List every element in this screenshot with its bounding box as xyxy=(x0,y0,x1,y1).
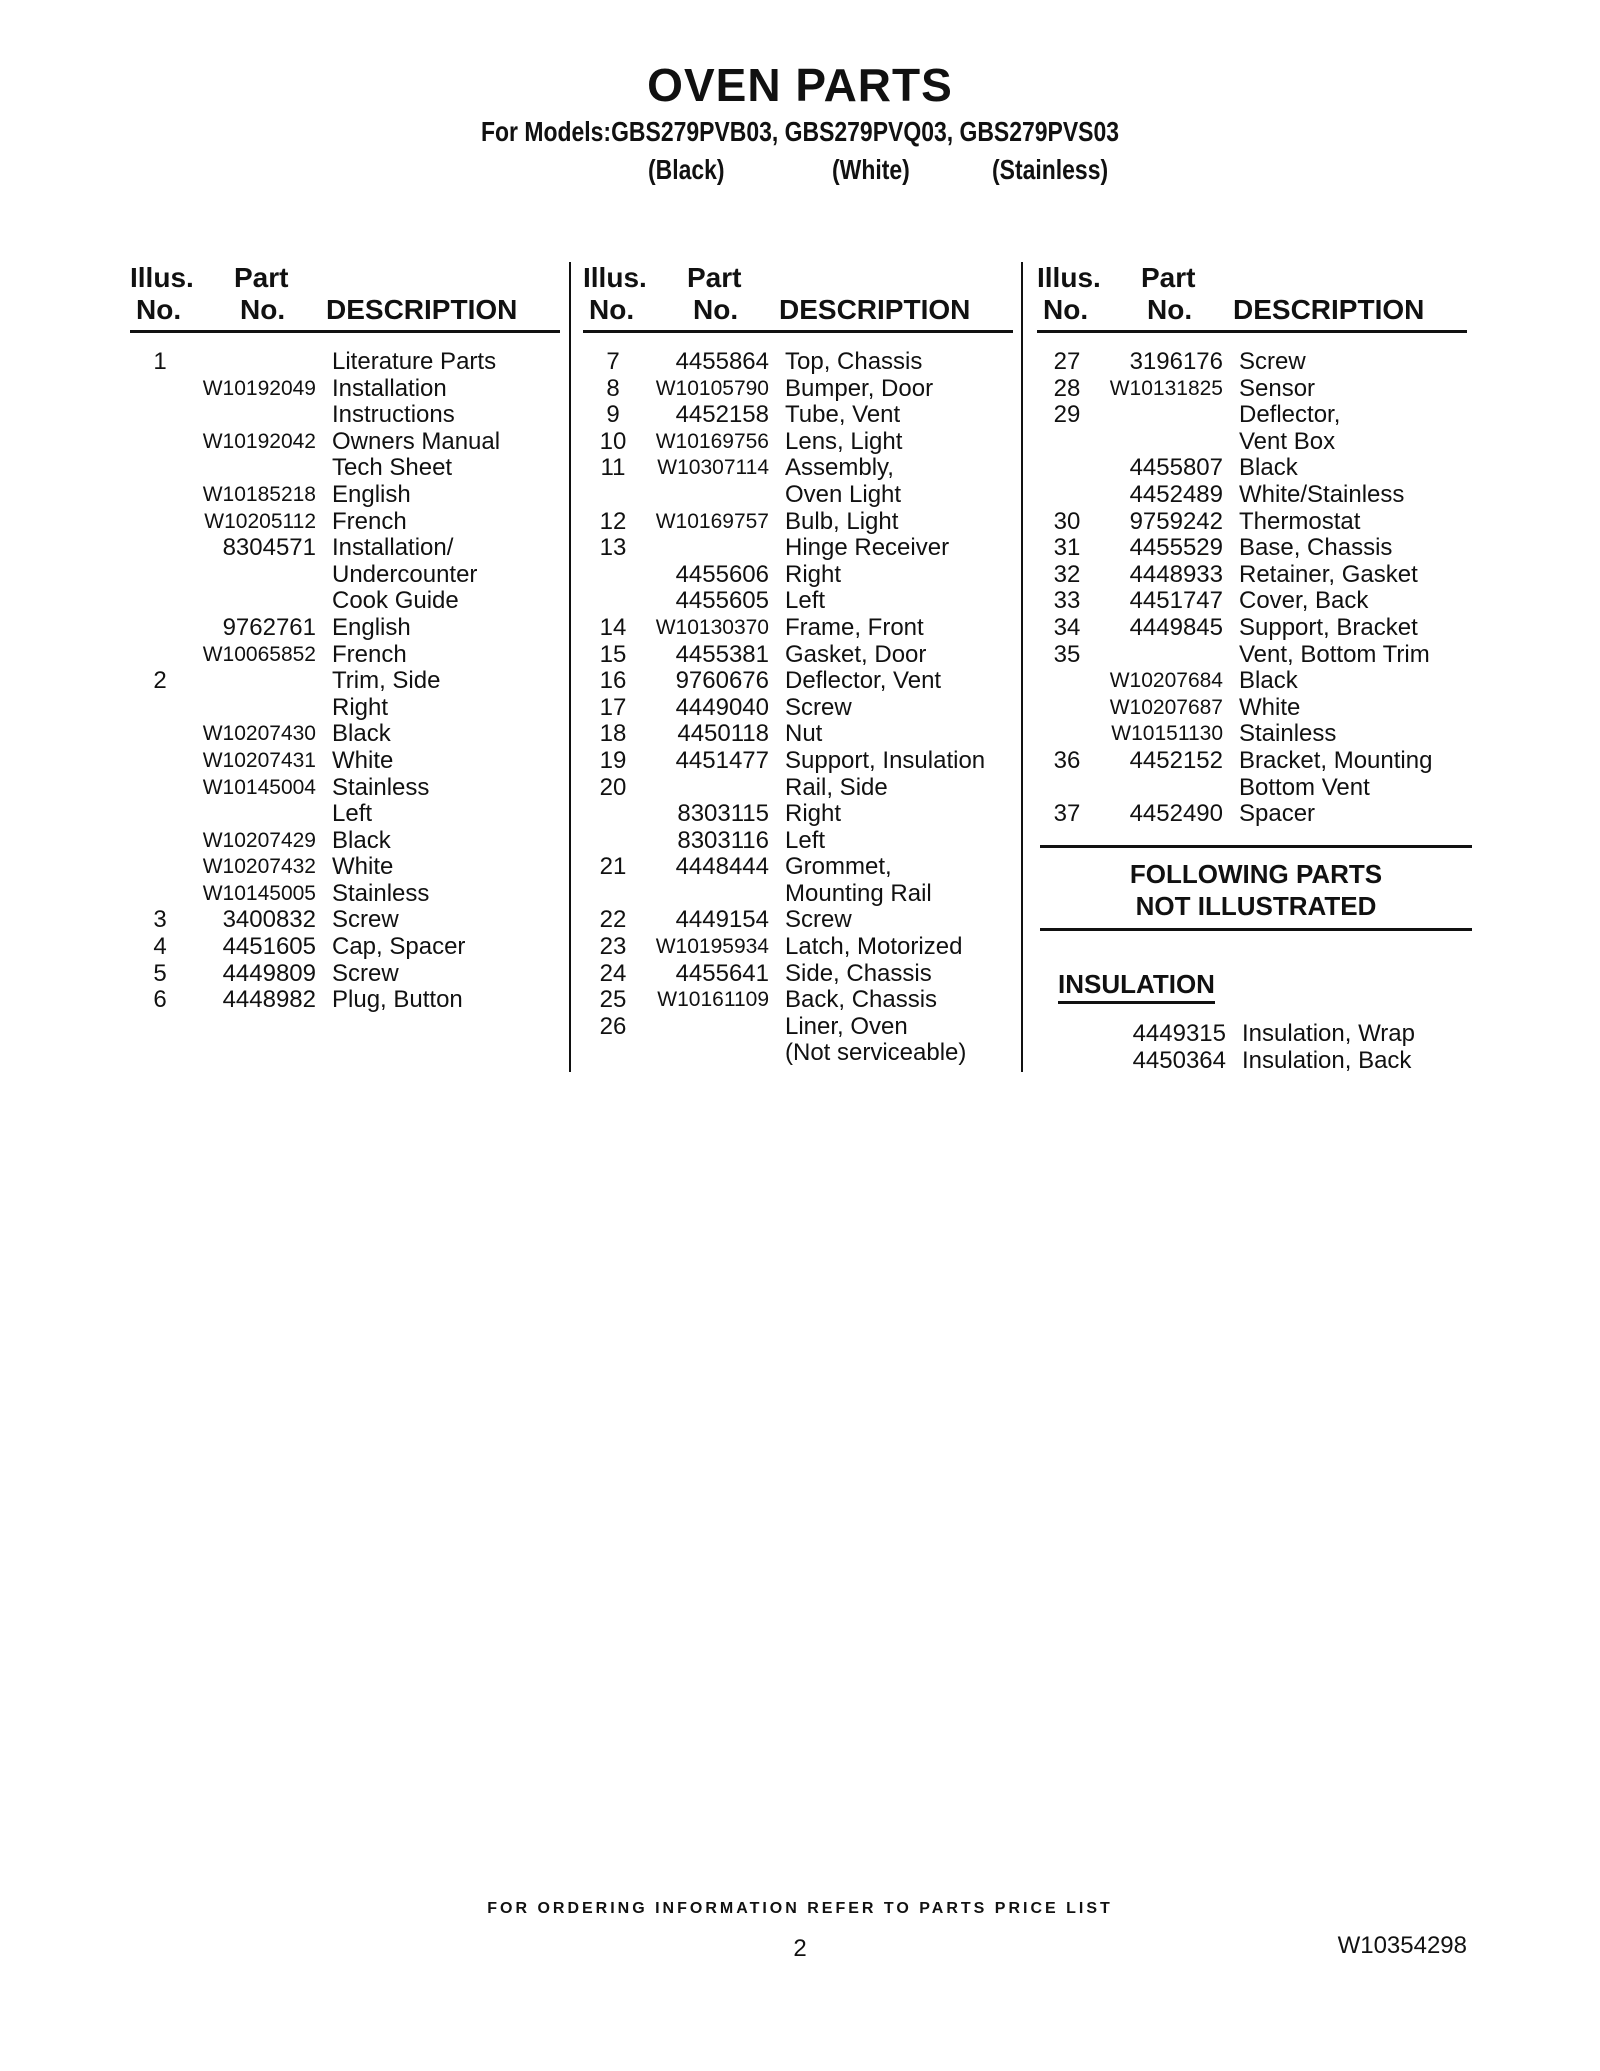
part-description: Support, Bracket xyxy=(1239,613,1418,641)
part-row xyxy=(130,615,560,642)
part-description: White xyxy=(1239,693,1301,721)
part-row xyxy=(130,721,560,748)
part-number: W10151130 xyxy=(1111,722,1223,746)
illus-number: 21 xyxy=(599,853,627,881)
part-row xyxy=(1037,402,1467,429)
part-description: English xyxy=(332,480,411,508)
illus-number: 28 xyxy=(1053,374,1081,402)
part-description: (Not serviceable) xyxy=(785,1039,967,1067)
part-number: W10169756 xyxy=(655,429,769,453)
part-description: French xyxy=(332,640,407,668)
part-description: Left xyxy=(785,587,826,615)
part-description: Undercounter xyxy=(332,560,478,588)
part-row xyxy=(583,482,1013,509)
part-description: Vent, Bottom Trim xyxy=(1239,640,1430,668)
part-row xyxy=(1037,775,1467,802)
part-row xyxy=(1040,1021,1470,1048)
part-row xyxy=(130,455,560,482)
part-number: 4448933 xyxy=(1129,560,1223,588)
part-row xyxy=(130,828,560,855)
part-row xyxy=(583,615,1013,642)
part-description: Lens, Light xyxy=(785,427,903,455)
part-row xyxy=(130,562,560,589)
part-description: Thermostat xyxy=(1239,507,1361,535)
part-row xyxy=(130,987,560,1014)
column-divider xyxy=(1021,262,1023,1072)
part-number: 4452152 xyxy=(1129,746,1223,774)
page-number: 2 xyxy=(793,1935,807,1962)
part-number: 8303115 xyxy=(677,800,769,828)
illus-number: 7 xyxy=(606,348,620,375)
part-number: W10207430 xyxy=(202,722,316,746)
part-description: Left xyxy=(332,800,373,828)
part-row xyxy=(583,588,1013,615)
illus-number: 20 xyxy=(599,773,627,801)
part-description: Back, Chassis xyxy=(785,986,938,1014)
part-description: Retainer, Gasket xyxy=(1239,560,1418,588)
color-white-label: (White) xyxy=(832,154,910,185)
part-row xyxy=(1037,455,1467,482)
part-row xyxy=(1037,429,1467,456)
part-row xyxy=(583,907,1013,934)
part-row xyxy=(583,961,1013,988)
header-illus-no: No. xyxy=(589,294,635,325)
part-description: Top, Chassis xyxy=(785,348,923,375)
part-number: W10192042 xyxy=(202,429,316,453)
part-number: 4449154 xyxy=(675,906,769,934)
part-description: Bumper, Door xyxy=(785,374,934,402)
illus-number: 4 xyxy=(153,933,167,961)
part-number: 4449809 xyxy=(222,959,316,987)
parts-column-3 xyxy=(1037,262,1467,828)
part-row xyxy=(583,934,1013,961)
part-description: Stainless xyxy=(332,879,430,907)
part-row xyxy=(130,748,560,775)
part-row xyxy=(130,668,560,695)
part-description: Hinge Receiver xyxy=(785,534,950,562)
part-description: Bracket, Mounting xyxy=(1239,746,1433,774)
part-number: 4450118 xyxy=(677,720,769,748)
part-description: Stainless xyxy=(332,773,430,801)
illus-number: 36 xyxy=(1053,746,1081,774)
part-row xyxy=(130,642,560,669)
header-illus: Illus. xyxy=(130,262,194,293)
part-row xyxy=(130,535,560,562)
not-illustrated-box xyxy=(1040,845,1472,931)
part-number: W10207429 xyxy=(202,828,316,852)
illus-number: 8 xyxy=(606,374,620,402)
part-number: W10145004 xyxy=(202,775,316,799)
part-description: Literature Parts xyxy=(332,348,497,375)
illus-number: 29 xyxy=(1053,401,1081,429)
part-description: Stainless xyxy=(1239,720,1337,748)
part-number: 4455606 xyxy=(675,560,769,588)
part-number: 4452158 xyxy=(675,401,769,429)
part-description: Screw xyxy=(332,906,399,934)
part-number: 4448982 xyxy=(222,986,316,1014)
part-number: 4451605 xyxy=(222,933,316,961)
illus-number: 31 xyxy=(1053,534,1081,562)
part-row xyxy=(130,961,560,988)
part-description: Support, Insulation xyxy=(785,746,986,774)
not-illustrated-line-1: FOLLOWING PARTS xyxy=(1129,859,1383,889)
part-number: 4455529 xyxy=(1129,534,1223,562)
illus-number: 18 xyxy=(599,720,627,748)
part-row xyxy=(130,349,560,376)
page-title: OVEN PARTS xyxy=(647,59,953,111)
part-number: 4449315 xyxy=(1132,1020,1226,1047)
header-illus-no: No. xyxy=(1043,294,1089,325)
part-description: Black xyxy=(1239,454,1298,482)
illus-number: 22 xyxy=(599,906,627,934)
header-part-no: No. xyxy=(1147,294,1193,325)
part-row xyxy=(1037,535,1467,562)
part-row xyxy=(1037,482,1467,509)
part-row xyxy=(583,509,1013,536)
part-number: 4455605 xyxy=(675,587,769,615)
parts-list xyxy=(1037,349,1467,828)
header-illus-no: No. xyxy=(136,294,182,325)
part-row xyxy=(1037,801,1467,828)
illus-number: 33 xyxy=(1053,587,1081,615)
part-description: Vent Box xyxy=(1239,427,1336,455)
part-description: Bottom Vent xyxy=(1239,773,1370,801)
color-black-label: (Black) xyxy=(648,154,725,185)
part-description: Base, Chassis xyxy=(1239,534,1393,562)
part-description: Rail, Side xyxy=(785,773,888,801)
part-row xyxy=(583,1040,1013,1067)
column-header xyxy=(130,262,560,333)
part-description: Gasket, Door xyxy=(785,640,927,668)
part-row xyxy=(583,668,1013,695)
part-description: Screw xyxy=(785,906,852,934)
illus-number: 24 xyxy=(599,959,627,987)
part-description: White/Stainless xyxy=(1239,480,1405,508)
part-description: Assembly, xyxy=(785,454,894,482)
part-number: W10131825 xyxy=(1109,376,1223,400)
part-number: 4451747 xyxy=(1129,587,1223,615)
column-header xyxy=(583,262,1013,333)
part-description: Nut xyxy=(785,720,823,748)
part-number: 3196176 xyxy=(1129,348,1223,375)
part-description: Oven Light xyxy=(785,480,902,508)
part-description: White xyxy=(332,746,394,774)
part-row xyxy=(130,695,560,722)
part-description: French xyxy=(332,507,407,535)
part-row xyxy=(130,907,560,934)
color-stainless-label: (Stainless) xyxy=(992,154,1109,185)
illus-number: 30 xyxy=(1053,507,1081,535)
part-description: Spacer xyxy=(1239,800,1316,828)
part-row xyxy=(583,402,1013,429)
part-row xyxy=(583,801,1013,828)
part-number: 4455641 xyxy=(675,959,769,987)
part-row xyxy=(130,801,560,828)
part-number: 4451477 xyxy=(675,746,769,774)
part-row xyxy=(583,562,1013,589)
not-illustrated-line-2: NOT ILLUSTRATED xyxy=(1135,891,1377,921)
part-number: 9762761 xyxy=(222,613,316,641)
part-row xyxy=(1037,615,1467,642)
part-row xyxy=(583,455,1013,482)
part-row xyxy=(130,588,560,615)
illus-number: 23 xyxy=(599,933,627,961)
illus-number: 9 xyxy=(606,401,620,429)
part-row xyxy=(583,881,1013,908)
part-number: 4455864 xyxy=(675,348,769,375)
part-row xyxy=(1037,588,1467,615)
part-description: Deflector, Vent xyxy=(785,667,942,695)
part-row xyxy=(1037,509,1467,536)
illus-number: 12 xyxy=(599,507,627,535)
part-description: Left xyxy=(785,826,826,854)
part-row xyxy=(130,775,560,802)
column-divider xyxy=(569,262,571,1072)
illus-number: 34 xyxy=(1053,613,1081,641)
part-number: 4449040 xyxy=(675,693,769,721)
part-description: Tech Sheet xyxy=(332,454,453,482)
part-number: W10185218 xyxy=(202,482,316,506)
part-description: Mounting Rail xyxy=(785,879,932,907)
illus-number: 14 xyxy=(599,613,627,641)
part-number: W10195934 xyxy=(655,935,769,959)
part-number: 9759242 xyxy=(1129,507,1223,535)
part-number: W10307114 xyxy=(657,456,769,480)
illus-number: 11 xyxy=(600,454,626,482)
illus-number: 13 xyxy=(599,534,627,562)
header-description: DESCRIPTION xyxy=(326,294,518,325)
illus-number: 16 xyxy=(599,667,627,695)
part-row xyxy=(1037,642,1467,669)
illus-number: 25 xyxy=(599,986,627,1014)
part-description: Owners Manual xyxy=(332,427,501,455)
column-header xyxy=(1037,262,1467,333)
illus-number: 2 xyxy=(153,667,167,695)
part-number: W10207432 xyxy=(202,855,316,879)
part-description: Grommet, xyxy=(785,853,892,881)
insulation-heading: INSULATION xyxy=(1058,971,1215,1004)
part-description: Side, Chassis xyxy=(785,959,932,987)
part-number: 3400832 xyxy=(222,906,316,934)
part-description: Screw xyxy=(332,959,399,987)
part-row xyxy=(1037,668,1467,695)
part-number: 4452489 xyxy=(1129,480,1223,508)
part-description: Liner, Oven xyxy=(785,1012,908,1040)
part-description: Black xyxy=(332,826,391,854)
part-description: Tube, Vent xyxy=(785,401,901,429)
part-row xyxy=(130,482,560,509)
part-number: 8304571 xyxy=(222,534,316,562)
document-number: W10354298 xyxy=(1337,1932,1467,1959)
parts-column-2 xyxy=(583,262,1013,1067)
part-number: 8303116 xyxy=(677,826,769,854)
ordering-note: FOR ORDERING INFORMATION REFER TO PARTS PRICE LIST xyxy=(487,1900,1113,1917)
part-row xyxy=(1040,1048,1470,1075)
part-row xyxy=(583,376,1013,403)
header-part: Part xyxy=(1141,262,1196,293)
part-description: Right xyxy=(332,693,389,721)
part-number: W10192049 xyxy=(202,376,316,400)
part-description: Insulation, Back xyxy=(1242,1046,1412,1074)
illus-number: 32 xyxy=(1053,560,1081,588)
part-number: W10145005 xyxy=(202,881,316,905)
part-description: Cook Guide xyxy=(332,587,459,615)
models-subtitle: For Models:GBS279PVB03, GBS279PVQ03, GBS279PVS03 xyxy=(480,116,1120,147)
header-description: DESCRIPTION xyxy=(1233,294,1425,325)
header-description: DESCRIPTION xyxy=(779,294,971,325)
part-description: Black xyxy=(1239,667,1298,695)
header-part: Part xyxy=(687,262,742,293)
illus-number: 26 xyxy=(599,1012,627,1040)
parts-column-1 xyxy=(130,262,560,1014)
part-row xyxy=(583,1014,1013,1041)
part-row xyxy=(583,775,1013,802)
illus-number: 27 xyxy=(1053,348,1081,375)
part-row xyxy=(130,402,560,429)
part-description: Frame, Front xyxy=(785,613,924,641)
part-row xyxy=(1037,349,1467,376)
part-number: 4455807 xyxy=(1129,454,1223,482)
part-description: Deflector, xyxy=(1239,401,1341,429)
part-row xyxy=(583,854,1013,881)
part-description: Screw xyxy=(785,693,852,721)
header-part-no: No. xyxy=(240,294,286,325)
part-number: W10065852 xyxy=(202,642,316,666)
part-row xyxy=(1037,376,1467,403)
part-number: W10205112 xyxy=(204,509,316,533)
part-description: Cap, Spacer xyxy=(332,933,466,961)
part-row xyxy=(1037,695,1467,722)
part-row xyxy=(1037,562,1467,589)
part-number: 4452490 xyxy=(1129,800,1223,828)
parts-list xyxy=(583,349,1013,1067)
part-row xyxy=(1037,748,1467,775)
part-number: W10169757 xyxy=(655,509,769,533)
header-illus: Illus. xyxy=(1037,262,1101,293)
part-row xyxy=(583,535,1013,562)
part-description: Bulb, Light xyxy=(785,507,899,535)
part-description: Instructions xyxy=(332,401,455,429)
part-row xyxy=(583,349,1013,376)
parts-list xyxy=(130,349,560,1014)
part-number: W10207687 xyxy=(1109,695,1223,719)
illus-number: 10 xyxy=(599,427,627,455)
part-row xyxy=(583,828,1013,855)
part-description: Trim, Side xyxy=(332,667,441,695)
part-row xyxy=(583,429,1013,456)
part-number: 4449845 xyxy=(1129,613,1223,641)
part-row xyxy=(583,748,1013,775)
part-number: W10161109 xyxy=(657,988,769,1012)
part-description: Right xyxy=(785,800,842,828)
header-part: Part xyxy=(234,262,289,293)
illus-number: 35 xyxy=(1053,640,1081,668)
part-row xyxy=(130,881,560,908)
header-illus: Illus. xyxy=(583,262,647,293)
part-row xyxy=(130,934,560,961)
part-description: Insulation, Wrap xyxy=(1242,1020,1415,1047)
part-row xyxy=(130,376,560,403)
part-number: 9760676 xyxy=(675,667,769,695)
part-number: 4448444 xyxy=(675,853,769,881)
part-description: English xyxy=(332,613,411,641)
part-number: 4455381 xyxy=(675,640,769,668)
part-row xyxy=(130,854,560,881)
part-description: Latch, Motorized xyxy=(785,933,963,961)
part-description: Sensor xyxy=(1239,374,1316,402)
illus-number: 15 xyxy=(599,640,627,668)
part-row xyxy=(583,695,1013,722)
part-description: Installation xyxy=(332,374,447,402)
part-number: W10105790 xyxy=(655,376,769,400)
part-row xyxy=(130,429,560,456)
part-number: 4450364 xyxy=(1132,1046,1226,1074)
part-description: Cover, Back xyxy=(1239,587,1369,615)
part-description: White xyxy=(332,853,394,881)
part-row xyxy=(583,987,1013,1014)
part-number: W10130370 xyxy=(655,615,769,639)
illus-number: 5 xyxy=(153,959,167,987)
illus-number: 37 xyxy=(1053,800,1081,828)
illus-number: 3 xyxy=(153,906,167,934)
part-row xyxy=(583,721,1013,748)
part-description: Installation/ xyxy=(332,534,454,562)
part-description: Plug, Button xyxy=(332,986,463,1014)
model-colors xyxy=(0,156,1600,188)
illus-number: 6 xyxy=(153,986,167,1014)
insulation-list xyxy=(1040,1021,1470,1074)
part-description: Screw xyxy=(1239,348,1306,375)
part-row xyxy=(1037,721,1467,748)
part-number: W10207684 xyxy=(1109,669,1223,693)
part-number: W10207431 xyxy=(202,748,316,772)
header-part-no: No. xyxy=(693,294,739,325)
illus-number: 1 xyxy=(153,348,167,375)
part-row xyxy=(130,509,560,536)
part-row xyxy=(583,642,1013,669)
part-description: Black xyxy=(332,720,391,748)
illus-number: 19 xyxy=(599,746,627,774)
part-description: Right xyxy=(785,560,842,588)
illus-number: 17 xyxy=(599,693,627,721)
